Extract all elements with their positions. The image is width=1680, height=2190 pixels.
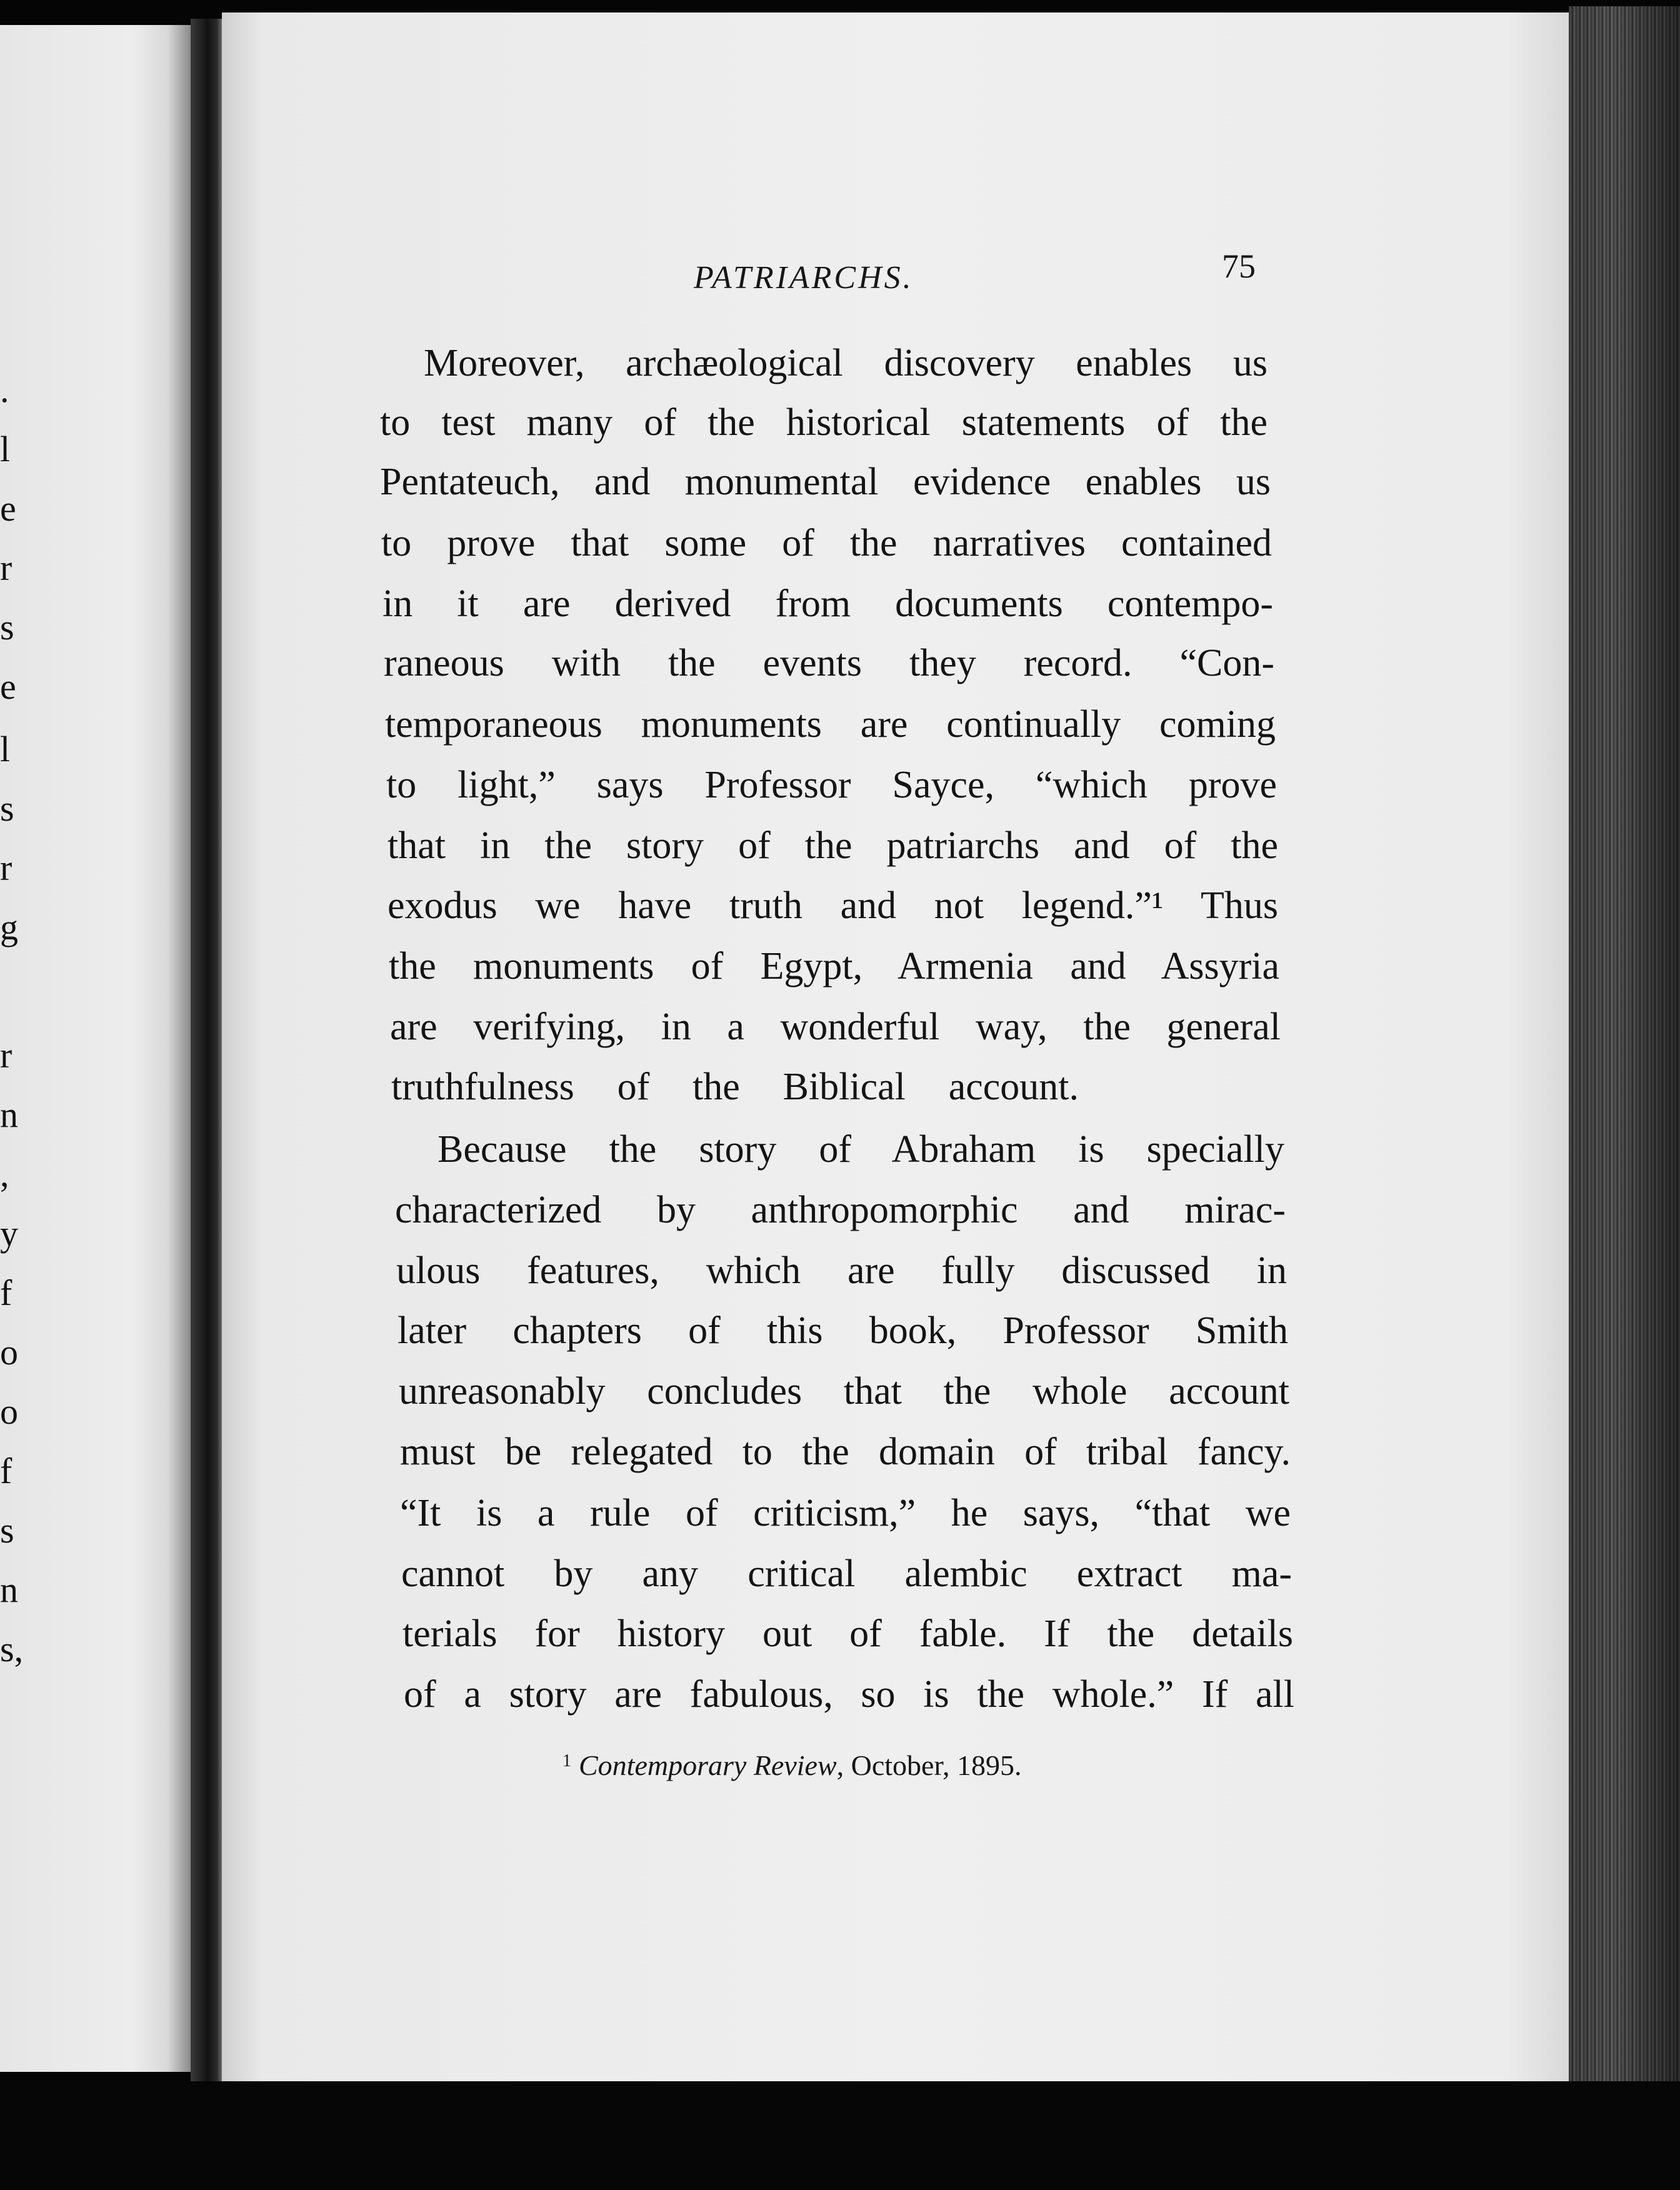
left-edge-char: s, bbox=[0, 1629, 24, 1669]
text-line: of a story are fabulous, so is the whole.” If all bbox=[404, 1673, 1294, 1716]
text-line: characterized by anthropomorphic and mirac- bbox=[395, 1189, 1286, 1231]
text-line: later chapters of this book, Professor Smith bbox=[398, 1309, 1288, 1352]
left-edge-char: e bbox=[0, 666, 16, 707]
left-edge-char: o bbox=[0, 1332, 18, 1372]
left-edge-char: e bbox=[0, 488, 16, 529]
footnote bbox=[562, 1749, 1021, 1782]
left-edge-char: r bbox=[0, 548, 12, 588]
page-number: 75 bbox=[1222, 248, 1256, 285]
footnote-title: Contemporary Review bbox=[579, 1749, 837, 1781]
text-line: to light,” says Professor Sayce, “which prove bbox=[386, 764, 1277, 806]
scan-bottom-background bbox=[0, 2081, 1680, 2190]
text-line: in it are derived from documents contempo- bbox=[382, 582, 1273, 625]
text-line: are verifying, in a wonderful way, the general bbox=[390, 1006, 1281, 1048]
text-line: unreasonably concludes that the whole account bbox=[399, 1370, 1289, 1412]
text-line: “It is a rule of criticism,” he says, “that we bbox=[400, 1492, 1291, 1534]
left-facing-page bbox=[0, 25, 191, 2072]
left-edge-char: f bbox=[0, 1451, 12, 1491]
left-edge-char: l bbox=[0, 429, 11, 469]
footnote-mark: 1 bbox=[562, 1751, 571, 1771]
left-edge-char: s bbox=[0, 607, 14, 648]
left-edge-char: f bbox=[0, 1272, 12, 1313]
left-edge-char: l bbox=[0, 729, 11, 769]
left-edge-char: g bbox=[0, 907, 18, 948]
left-edge-char: n bbox=[0, 1094, 18, 1135]
text-line: that in the story of the patriarchs and of the bbox=[388, 824, 1278, 867]
left-edge-char: y bbox=[0, 1213, 18, 1254]
text-line: the monuments of Egypt, Armenia and Assyria bbox=[389, 945, 1279, 988]
text-line: to test many of the historical statements of the bbox=[380, 401, 1268, 444]
text-line: must be relegated to the domain of tribal fancy. bbox=[400, 1431, 1291, 1473]
left-edge-char: o bbox=[0, 1391, 18, 1432]
text-line: terials for history out of fable. If the details bbox=[402, 1612, 1293, 1655]
left-edge-char: . bbox=[0, 369, 9, 410]
left-edge-char: r bbox=[0, 848, 12, 888]
text-line: cannot by any critical alembic extract ma- bbox=[401, 1552, 1292, 1595]
text-line: Moreover, archæological discovery enables us bbox=[424, 342, 1268, 384]
left-edge-char: r bbox=[0, 1035, 12, 1076]
left-edge-char: , bbox=[0, 1154, 9, 1194]
text-line: raneous with the events they record. “Con- bbox=[384, 642, 1274, 684]
left-edge-char: s bbox=[0, 1510, 14, 1551]
text-line: to prove that some of the narratives contained bbox=[381, 522, 1272, 564]
text-line: truthfulness of the Biblical account. bbox=[391, 1066, 1079, 1108]
text-line: ulous features, which are fully discussed in bbox=[396, 1249, 1287, 1292]
text-line: Because the story of Abraham is specially bbox=[438, 1128, 1284, 1171]
page-block-shade bbox=[1569, 6, 1680, 2088]
footnote-date: , October, 1895. bbox=[836, 1749, 1022, 1781]
text-line: exodus we have truth and not legend.”¹ Thus bbox=[388, 884, 1278, 927]
text-line: temporaneous monuments are continually coming bbox=[385, 703, 1276, 746]
left-edge-char: n bbox=[0, 1569, 18, 1610]
left-edge-char: s bbox=[0, 788, 14, 829]
running-head: PATRIARCHS. bbox=[694, 260, 914, 296]
text-line: Pentateuch, and monumental evidence enables us bbox=[380, 461, 1271, 503]
